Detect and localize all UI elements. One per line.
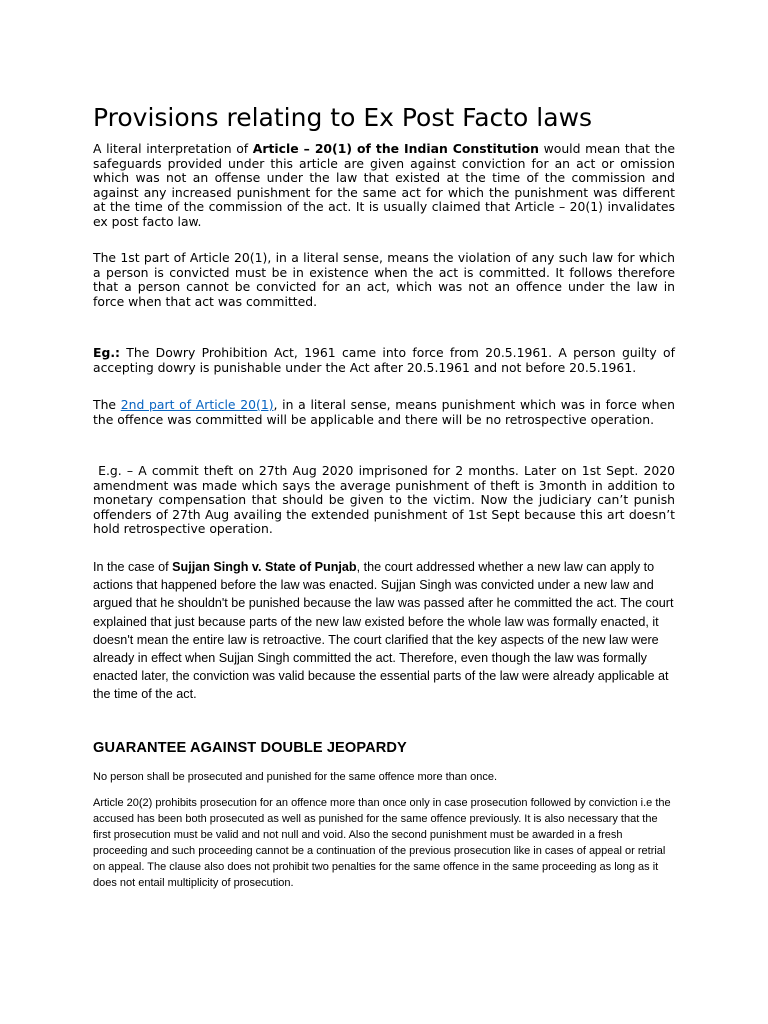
paragraph-text: , in a literal sense, means punishment which was in force when the offence was committed will be applicable and there will be no retrospective operation. <box>93 397 676 427</box>
paragraph-text: would mean that the safeguards provided under this article are given against conviction for an act or omission which was not an offense under the law that existed at the time of the commission and against any increased punishment for the same act for which the punishment was different at the time of the commission of the act. It is usually claimed that Article – 20(1) invalidates ex post facto law. <box>93 141 675 229</box>
document-title: Provisions relating to Ex Post Facto laws <box>93 103 593 132</box>
paragraph-second-part <box>93 398 675 427</box>
paragraph-text: , the court addressed whether a new law can apply to actions that happened before the law was enacted. Sujjan Singh was convicted under a new law and argued that he shouldn't be punished because the law was passed after he committed the act. The court explained that just because parts of the new law existed before the whole law was formally enacted, it doesn't mean the entire law is retroactive. The court clarified that the key aspects of the new law were already in effect when Sujjan Singh committed the act. Therefore, even though the law was formally enacted later, the conviction was valid because the essential parts of the law were already applicable at the time of the act. <box>93 560 674 702</box>
paragraph-double-jeopardy-rule: No person shall be prosecuted and punished for the same offence more than once. <box>93 771 498 783</box>
paragraph-example-theft: E.g. – A commit theft on 27th Aug 2020 imprisoned for 2 months. Later on 1st Sept. 2020 amendment was made which says the average punishment of theft is 3month in addition to monetary compensation that should be given to the victim. Now the judiciary can’t punish offenders of 27th Aug availing the extended punishment of 1st Sept because this art doesn’t hold retrospective operation. <box>93 463 679 536</box>
bold-example-label: Eg.: <box>93 345 120 360</box>
bold-article-reference: Article – 20(1) of the Indian Constitution <box>252 141 539 156</box>
paragraph-text: In the case of <box>93 560 173 574</box>
paragraph-sujjan-singh-case <box>93 558 675 704</box>
bold-case-name: Sujjan Singh v. State of Punjab <box>172 560 357 574</box>
paragraph-text: The Dowry Prohibition Act, 1961 came into force from 20.5.1961. A person guilty of accepting dowry is punishable under the Act after 20.5.1961 and not before 20.5.1961. <box>93 345 675 375</box>
paragraph-text: The <box>93 397 121 412</box>
paragraph-example-dowry <box>93 346 675 375</box>
section-heading-double-jeopardy: GUARANTEE AGAINST DOUBLE JEOPARDY <box>93 740 407 756</box>
paragraph-article-20-2: Article 20(2) prohibits prosecution for an offence more than once only in case prosecution followed by conviction i.e the accused has been both prosecuted as well as punished for the same offence previously. It is also necessary that the first prosecution must be valid and not null and void. Also the second punishment must be awarded in a fresh proceeding and such proceeding cannot be a continuation of the previous prosecution like in cases of appeal or retrial on appeal. The clause also does not prohibit two penalties for the same offence in the same proceeding as long as it does not entail multiplicity of prosecution. <box>93 797 671 889</box>
paragraph-first-part: The 1st part of Article 20(1), in a literal sense, means the violation of any such law for which a person is convicted must be in existence when the act is committed. It follows therefore that a person cannot be convicted for an act, which was not an offence under the law in force when that act was committed. <box>93 250 675 309</box>
paragraph-text: A literal interpretation of <box>93 141 253 156</box>
paragraph-literal-interpretation <box>93 142 675 229</box>
article-20-1-second-part-link[interactable]: 2nd part of Article 20(1) <box>120 397 274 412</box>
